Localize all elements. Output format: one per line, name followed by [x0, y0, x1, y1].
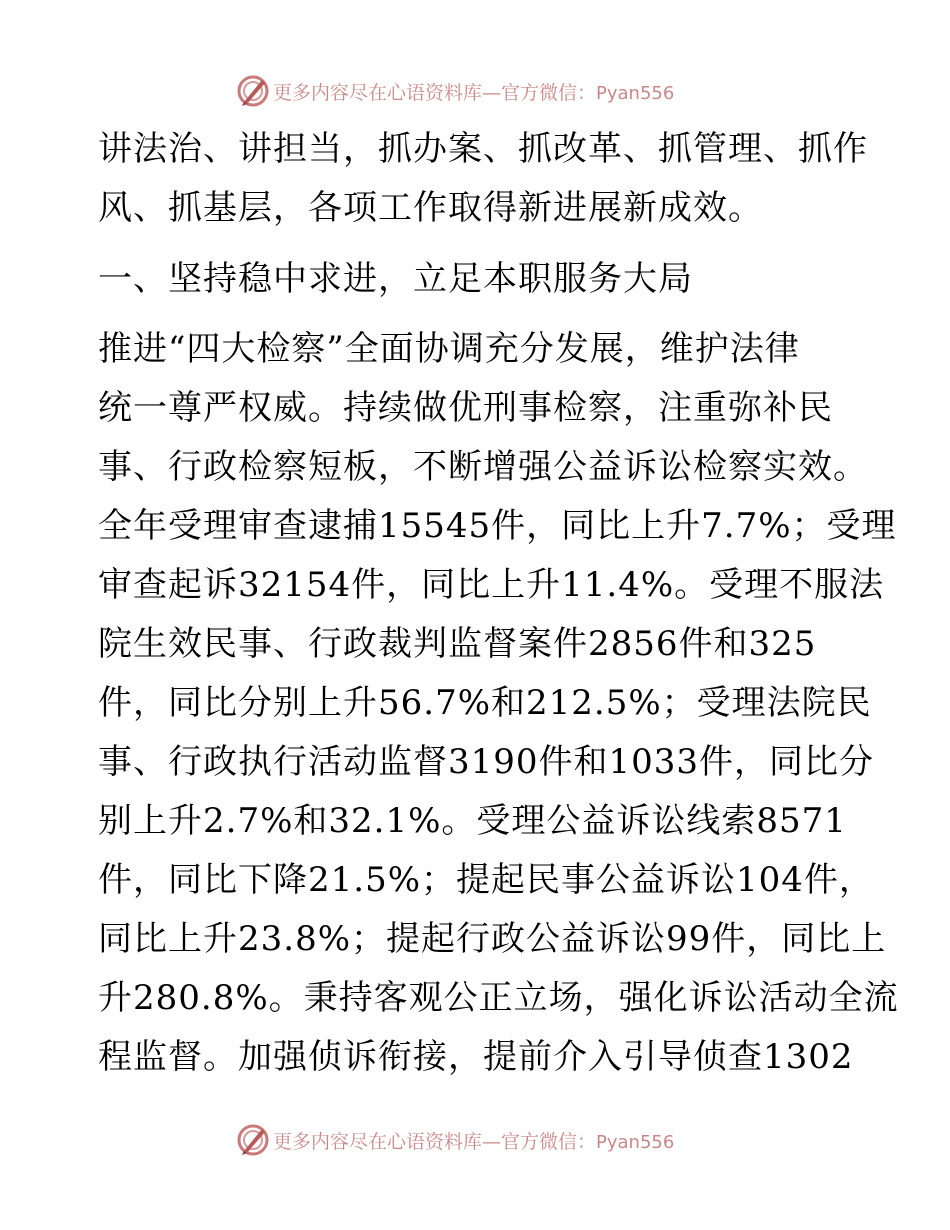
watermark-wechat-id: Pyan556	[596, 82, 675, 104]
paragraph-line: 讲法治、讲担当，抓办案、抓改革、抓管理、抓作	[98, 129, 868, 169]
paragraph-line: 院生效民事、行政裁判监督案件2856件和325	[98, 624, 817, 664]
paragraph-line: 程监督。加强侦诉衔接，提前介入引导侦查1302	[98, 1037, 854, 1077]
paragraph-line: 别上升2.7%和32.1%。受理公益诉讼线索8571	[98, 801, 847, 841]
document-body	[98, 120, 899, 1087]
section-heading: 一、坚持稳中求进，立足本职服务大局	[98, 259, 693, 299]
paragraph-line: 件，同比分别上升56.7%和212.5%；受理法院民	[98, 683, 872, 723]
paragraph-line: 事、行政执行活动监督3190件和1033件，同比分	[98, 742, 875, 782]
watermark-footer	[236, 1123, 674, 1157]
watermark-wechat-id: Pyan556	[596, 1131, 675, 1153]
watermark-header	[236, 74, 674, 108]
paragraph-line: 事、行政检察短板，不断增强公益诉讼检察实效。	[98, 447, 868, 487]
paragraph-line: 风、抓基层，各项工作取得新进展新成效。	[98, 188, 763, 228]
pen-logo-icon	[236, 74, 270, 108]
watermark-text: 更多内容尽在心语资料库—官方微信：Pyan556	[273, 81, 675, 104]
paragraph-line: 升280.8%。秉持客观公正立场，强化诉讼活动全流	[98, 978, 899, 1018]
paragraph-line: 件，同比下降21.5%；提起民事公益诉讼104件，	[98, 860, 874, 900]
paragraph-line: 同比上升23.8%；提起行政公益诉讼99件，同比上	[98, 919, 887, 959]
paragraph-line: 统一尊严权威。持续做优刑事检察，注重弥补民	[98, 388, 833, 428]
pen-logo-icon	[236, 1123, 270, 1157]
paragraph-line: 审查起诉32154件，同比上升11.4%。受理不服法	[98, 565, 885, 605]
paragraph-line: 全年受理审查逮捕15545件，同比上升7.7%；受理	[98, 506, 897, 546]
paragraph-line: 推进“四大检察”全面协调充分发展，维护法律	[98, 329, 800, 369]
watermark-text: 更多内容尽在心语资料库—官方微信：Pyan556	[273, 1130, 675, 1153]
